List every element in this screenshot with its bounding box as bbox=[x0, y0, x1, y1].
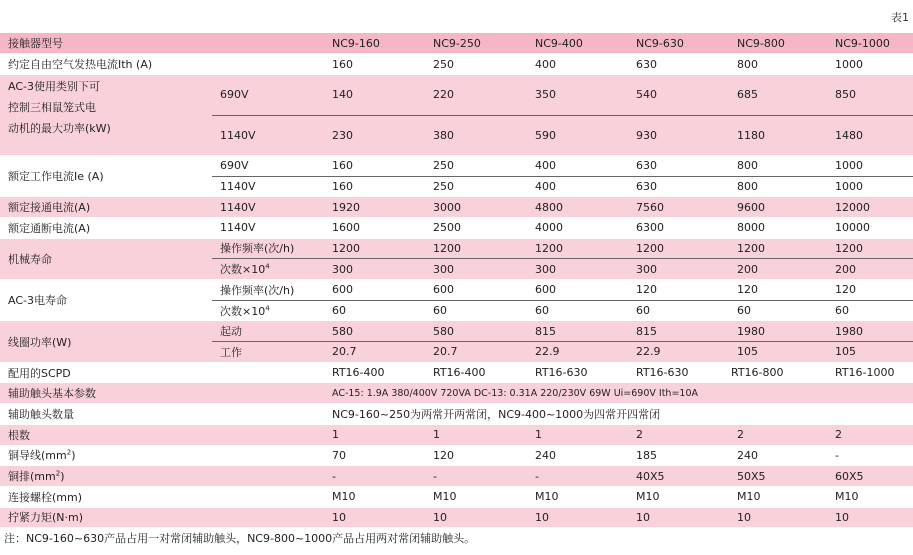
value-cell: RT16-400 bbox=[425, 362, 527, 383]
value-cell: 105 bbox=[729, 342, 827, 363]
value-cell: 400 bbox=[527, 54, 628, 75]
voltage-cell: 1140V bbox=[212, 217, 324, 238]
voltage-cell: 1140V bbox=[212, 176, 324, 197]
value-cell: 1200 bbox=[527, 238, 628, 259]
value-cell: 800 bbox=[729, 176, 827, 197]
value-cell: 200 bbox=[827, 259, 913, 280]
value-cell: 40X5 bbox=[628, 466, 729, 487]
sub-label: 起动 bbox=[212, 321, 324, 342]
row-label: 辅助触头数量 bbox=[0, 404, 324, 425]
value-cell: 70 bbox=[324, 445, 425, 466]
table-row bbox=[0, 404, 913, 425]
value-cell: 10 bbox=[729, 507, 827, 528]
value-cell: 7560 bbox=[628, 197, 729, 218]
sub-label: 操作频率(次/h) bbox=[212, 238, 324, 259]
value-cell: 60 bbox=[729, 300, 827, 321]
label-line: AC-3使用类别下可 bbox=[8, 79, 100, 93]
row-label bbox=[0, 74, 212, 155]
value-cell: 230 bbox=[324, 115, 425, 155]
value-cell: 240 bbox=[729, 445, 827, 466]
header-row bbox=[0, 33, 913, 54]
table-row bbox=[0, 217, 913, 238]
table-row bbox=[0, 74, 913, 115]
row-label: 约定自由空气发热电流Ith (A) bbox=[0, 54, 324, 75]
value-cell: 685 bbox=[729, 74, 827, 115]
value-cell: 10 bbox=[628, 507, 729, 528]
value-cell: 20.7 bbox=[324, 342, 425, 363]
value-cell: RT16-1000 bbox=[827, 362, 913, 383]
label-line: 动机的最大功率(kW) bbox=[8, 121, 111, 135]
value-cell: 4000 bbox=[527, 217, 628, 238]
value-cell: 1980 bbox=[729, 321, 827, 342]
value-cell: 50X5 bbox=[729, 466, 827, 487]
value-cell: 580 bbox=[425, 321, 527, 342]
value-cell: 350 bbox=[527, 74, 628, 115]
model-cell: NC9-160 bbox=[324, 33, 425, 54]
value-cell: 1480 bbox=[827, 115, 913, 155]
value-cell: M10 bbox=[729, 486, 827, 507]
row-label: 根数 bbox=[0, 424, 324, 445]
sub-label bbox=[212, 259, 324, 280]
row-label: 额定工作电流Ie (A) bbox=[0, 155, 212, 196]
value-cell: 60 bbox=[324, 300, 425, 321]
value-cell: 22.9 bbox=[628, 342, 729, 363]
value-cell: 10 bbox=[425, 507, 527, 528]
value-cell: 12000 bbox=[827, 197, 913, 218]
table-row bbox=[0, 445, 913, 466]
value-cell: 800 bbox=[729, 54, 827, 75]
value-cell: 60 bbox=[827, 300, 913, 321]
table-row bbox=[0, 54, 913, 75]
value-cell: RT16-800 bbox=[729, 362, 827, 383]
value-cell: 60X5 bbox=[827, 466, 913, 487]
value-cell: 160 bbox=[324, 155, 425, 176]
table-row bbox=[0, 424, 913, 445]
row-label: 额定通断电流(A) bbox=[0, 217, 212, 238]
value-cell: 60 bbox=[628, 300, 729, 321]
table-row bbox=[0, 486, 913, 507]
value-cell: 8000 bbox=[729, 217, 827, 238]
value-cell: 400 bbox=[527, 155, 628, 176]
value-cell: 1600 bbox=[324, 217, 425, 238]
value-cell: 630 bbox=[628, 155, 729, 176]
value-cell: 815 bbox=[527, 321, 628, 342]
value-cell: 120 bbox=[827, 280, 913, 301]
value-cell: RT16-630 bbox=[628, 362, 729, 383]
superscript: 4 bbox=[265, 262, 270, 271]
value-cell: 1 bbox=[527, 424, 628, 445]
value-cell: 630 bbox=[628, 176, 729, 197]
row-label bbox=[0, 466, 324, 487]
row-label: 机械寿命 bbox=[0, 238, 212, 279]
value-cell: 600 bbox=[527, 280, 628, 301]
sub-label-text: 次数×10 bbox=[220, 263, 266, 277]
superscript: 2 bbox=[66, 448, 72, 457]
value-cell: 1200 bbox=[425, 238, 527, 259]
value-cell: 10 bbox=[827, 507, 913, 528]
superscript: 2 bbox=[55, 469, 61, 478]
voltage-cell: 690V bbox=[212, 155, 324, 176]
value-cell: 930 bbox=[628, 115, 729, 155]
voltage-cell: 690V bbox=[212, 74, 324, 115]
label-text: ) bbox=[60, 470, 65, 484]
value-cell: 22.9 bbox=[527, 342, 628, 363]
value-cell: 580 bbox=[324, 321, 425, 342]
value-cell: - bbox=[527, 466, 628, 487]
value-cell: 250 bbox=[425, 54, 527, 75]
value-cell: 120 bbox=[425, 445, 527, 466]
value-cell: 250 bbox=[425, 155, 527, 176]
sub-label: 工作 bbox=[212, 342, 324, 363]
value-cell: 220 bbox=[425, 74, 527, 115]
row-label: 拧紧力矩(N·m) bbox=[0, 507, 324, 528]
value-cell: 60 bbox=[425, 300, 527, 321]
model-cell: NC9-250 bbox=[425, 33, 527, 54]
value-cell: - bbox=[324, 466, 425, 487]
merged-value-cell: AC-15: 1.9A 380/400V 720VA DC-13: 0.31A 220/230V 69W Ui=690V Ith=10A bbox=[324, 383, 913, 404]
table-row bbox=[0, 383, 913, 404]
row-label: 连接螺栓(mm) bbox=[0, 486, 324, 507]
value-cell: 10 bbox=[324, 507, 425, 528]
value-cell: 105 bbox=[827, 342, 913, 363]
value-cell: 2500 bbox=[425, 217, 527, 238]
value-cell: 200 bbox=[729, 259, 827, 280]
value-cell: RT16-630 bbox=[527, 362, 628, 383]
value-cell: 4800 bbox=[527, 197, 628, 218]
value-cell: M10 bbox=[827, 486, 913, 507]
value-cell: 140 bbox=[324, 74, 425, 115]
value-cell: 300 bbox=[628, 259, 729, 280]
value-cell: RT16-400 bbox=[324, 362, 425, 383]
value-cell: 10 bbox=[527, 507, 628, 528]
value-cell: 850 bbox=[827, 74, 913, 115]
value-cell: M10 bbox=[628, 486, 729, 507]
table-row bbox=[0, 280, 913, 301]
model-cell: NC9-630 bbox=[628, 33, 729, 54]
value-cell: 160 bbox=[324, 176, 425, 197]
value-cell: 1200 bbox=[827, 238, 913, 259]
table-caption: 表1 bbox=[891, 11, 909, 24]
header-label: 接触器型号 bbox=[0, 33, 324, 54]
value-cell: 10000 bbox=[827, 217, 913, 238]
value-cell: 380 bbox=[425, 115, 527, 155]
table-row bbox=[0, 155, 913, 176]
table-row bbox=[0, 238, 913, 259]
value-cell: M10 bbox=[425, 486, 527, 507]
value-cell: 1000 bbox=[827, 54, 913, 75]
value-cell: 185 bbox=[628, 445, 729, 466]
value-cell: 250 bbox=[425, 176, 527, 197]
value-cell: 300 bbox=[425, 259, 527, 280]
value-cell: 815 bbox=[628, 321, 729, 342]
table-row bbox=[0, 321, 913, 342]
row-label: AC-3电寿命 bbox=[0, 280, 212, 321]
value-cell: 1000 bbox=[827, 155, 913, 176]
value-cell: 600 bbox=[425, 280, 527, 301]
voltage-cell: 1140V bbox=[212, 197, 324, 218]
value-cell: 1200 bbox=[628, 238, 729, 259]
value-cell: 2 bbox=[628, 424, 729, 445]
value-cell: 160 bbox=[324, 54, 425, 75]
row-label: 辅助触头基本参数 bbox=[0, 383, 324, 404]
value-cell: 1980 bbox=[827, 321, 913, 342]
value-cell: 2 bbox=[827, 424, 913, 445]
spec-table bbox=[0, 33, 913, 528]
merged-value-cell: NC9-160~250为两常开两常闭，NC9-400~1000为四常开四常闭 bbox=[324, 404, 913, 425]
label-text: 铜导线(mm bbox=[8, 449, 67, 463]
value-cell: 1920 bbox=[324, 197, 425, 218]
value-cell: 630 bbox=[628, 54, 729, 75]
table-row bbox=[0, 197, 913, 218]
value-cell: 1000 bbox=[827, 176, 913, 197]
sub-label: 操作频率(次/h) bbox=[212, 280, 324, 301]
value-cell: M10 bbox=[527, 486, 628, 507]
value-cell: 6300 bbox=[628, 217, 729, 238]
value-cell: 400 bbox=[527, 176, 628, 197]
value-cell: 300 bbox=[527, 259, 628, 280]
sub-label bbox=[212, 300, 324, 321]
value-cell: - bbox=[827, 445, 913, 466]
value-cell: 1180 bbox=[729, 115, 827, 155]
value-cell: 3000 bbox=[425, 197, 527, 218]
value-cell: 20.7 bbox=[425, 342, 527, 363]
row-label: 额定接通电流(A) bbox=[0, 197, 212, 218]
value-cell: 1200 bbox=[729, 238, 827, 259]
value-cell: - bbox=[425, 466, 527, 487]
value-cell: M10 bbox=[324, 486, 425, 507]
value-cell: 1200 bbox=[324, 238, 425, 259]
value-cell: 600 bbox=[324, 280, 425, 301]
voltage-cell: 1140V bbox=[212, 115, 324, 155]
value-cell: 590 bbox=[527, 115, 628, 155]
table-row bbox=[0, 362, 913, 383]
value-cell: 1 bbox=[324, 424, 425, 445]
value-cell: 9600 bbox=[729, 197, 827, 218]
table-row bbox=[0, 507, 913, 528]
footnote: 注：NC9-160~630产品占用一对常闭辅助触头，NC9-800~1000产品占用两对常闭辅助触头。 bbox=[4, 532, 476, 545]
value-cell: 300 bbox=[324, 259, 425, 280]
label-line: 控制三相鼠笼式电 bbox=[8, 100, 96, 114]
row-label bbox=[0, 445, 324, 466]
value-cell: 540 bbox=[628, 74, 729, 115]
model-cell: NC9-1000 bbox=[827, 33, 913, 54]
row-label: 配用的SCPD bbox=[0, 362, 324, 383]
value-cell: 800 bbox=[729, 155, 827, 176]
value-cell: 1 bbox=[425, 424, 527, 445]
sub-label-text: 次数×10 bbox=[220, 304, 266, 318]
model-cell: NC9-800 bbox=[729, 33, 827, 54]
label-text: ) bbox=[71, 449, 76, 463]
value-cell: 2 bbox=[729, 424, 827, 445]
value-cell: 120 bbox=[628, 280, 729, 301]
row-label: 线圈功率(W) bbox=[0, 321, 212, 362]
label-text: 铜排(mm bbox=[8, 470, 56, 484]
value-cell: 60 bbox=[527, 300, 628, 321]
value-cell: 120 bbox=[729, 280, 827, 301]
value-cell: 240 bbox=[527, 445, 628, 466]
model-cell: NC9-400 bbox=[527, 33, 628, 54]
superscript: 4 bbox=[265, 303, 270, 312]
table-row bbox=[0, 466, 913, 487]
